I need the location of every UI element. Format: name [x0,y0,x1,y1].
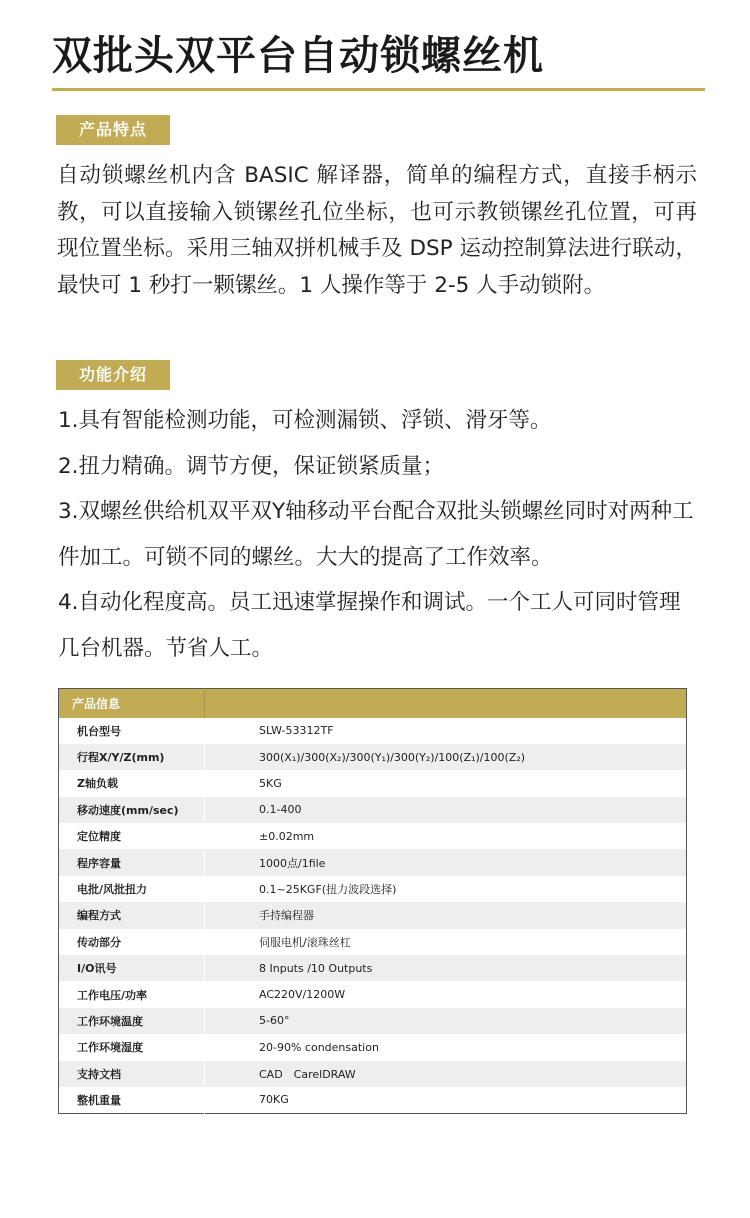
spec-value: CAD CarelDRAW [205,1061,687,1087]
function-item-3: 3.双螺丝供给机双平双Y轴移动平台配合双批头锁螺丝同时对两种工件加工。可锁不同的螺丝。大大的提高了工作效率。 [58,499,694,570]
product-info-table [58,688,687,1114]
spec-value: 5KG [205,770,687,796]
table-row [59,744,687,770]
title-divider [52,88,705,91]
table-row [59,718,687,744]
page-title: 双批头双平台自动锁螺丝机 [52,32,544,79]
features-description: 自动锁螺丝机内含 BASIC 解译器，简单的编程方式，直接手柄示教，可以直接输入锁镙丝孔位坐标，也可示教锁镙丝孔位置，可再现位置坐标。采用三轴双拼机械手及 DSP 运动控制算法进行联动，最快可 1 秒打一颗镙丝。1 人操作等于 2-5 人手动锁附。 [57,163,697,298]
spec-value: 手持编程器 [205,902,687,928]
spec-key: 机台型号 [77,724,121,738]
spec-value: 20-90% condensation [205,1034,687,1060]
functions-section-tag: 功能介绍 [56,360,170,390]
spec-key: 工作环境温度 [77,1014,143,1028]
spec-key: 传动部分 [77,935,121,949]
table-row [59,849,687,875]
table-row [59,1008,687,1034]
spec-key: I/O讯号 [77,962,117,976]
features-section-tag: 产品特点 [56,115,170,145]
spec-value: 300(X₁)/300(X₂)/300(Y₁)/300(Y₂)/100(Z₁)/100(Z₂) [205,744,687,770]
spec-key: 整机重量 [77,1093,121,1107]
spec-value: 1000点/1file [205,849,687,875]
spec-value: AC220V/1200W [205,981,687,1007]
table-row [59,902,687,928]
function-item-1: 1.具有智能检测功能，可检测漏锁、浮锁、滑牙等。 [58,408,552,433]
spec-key: 移动速度(mm/sec) [77,803,179,817]
spec-key: 程序容量 [77,856,121,870]
spec-value: 0.1-400 [205,797,687,823]
table-header-label: 产品信息 [72,696,121,711]
spec-key: 工作电压/功率 [77,988,148,1002]
table-row [59,955,687,981]
function-item-2: 2.扭力精确。调节方便，保证锁紧质量； [58,453,445,479]
table-row [59,876,687,902]
table-row [59,797,687,823]
function-item-4: 4.自动化程度高。员工迅速掌握操作和调试。一个工人可同时管理几台机器。节省人工。 [58,590,681,661]
table-row [59,770,687,796]
table-row [59,1087,687,1113]
spec-key: 支持文档 [77,1067,121,1081]
table-header-row [59,689,687,718]
spec-key: 工作环境湿度 [77,1041,143,1055]
spec-value: 伺服电机/滚珠丝杠 [205,929,687,955]
table-row [59,1061,687,1087]
spec-value: 5-60° [205,1008,687,1034]
table-row [59,929,687,955]
functions-list [58,398,698,671]
spec-key: 编程方式 [77,909,121,923]
spec-value: 70KG [205,1087,687,1113]
spec-value: 8 Inputs /10 Outputs [205,955,687,981]
spec-value: ±0.02mm [205,823,687,849]
spec-key: Z轴负载 [77,777,118,791]
table-row [59,823,687,849]
spec-value: SLW-53312TF [205,718,687,744]
table-header-blank [205,689,687,718]
spec-key: 电批/风批扭力 [77,883,148,897]
table-row [59,1034,687,1060]
table-row [59,981,687,1007]
spec-key: 定位精度 [77,830,121,844]
spec-key: 行程X/Y/Z(mm) [77,751,165,765]
spec-value: 0.1~25KGF(扭力波段选择) [205,876,687,902]
